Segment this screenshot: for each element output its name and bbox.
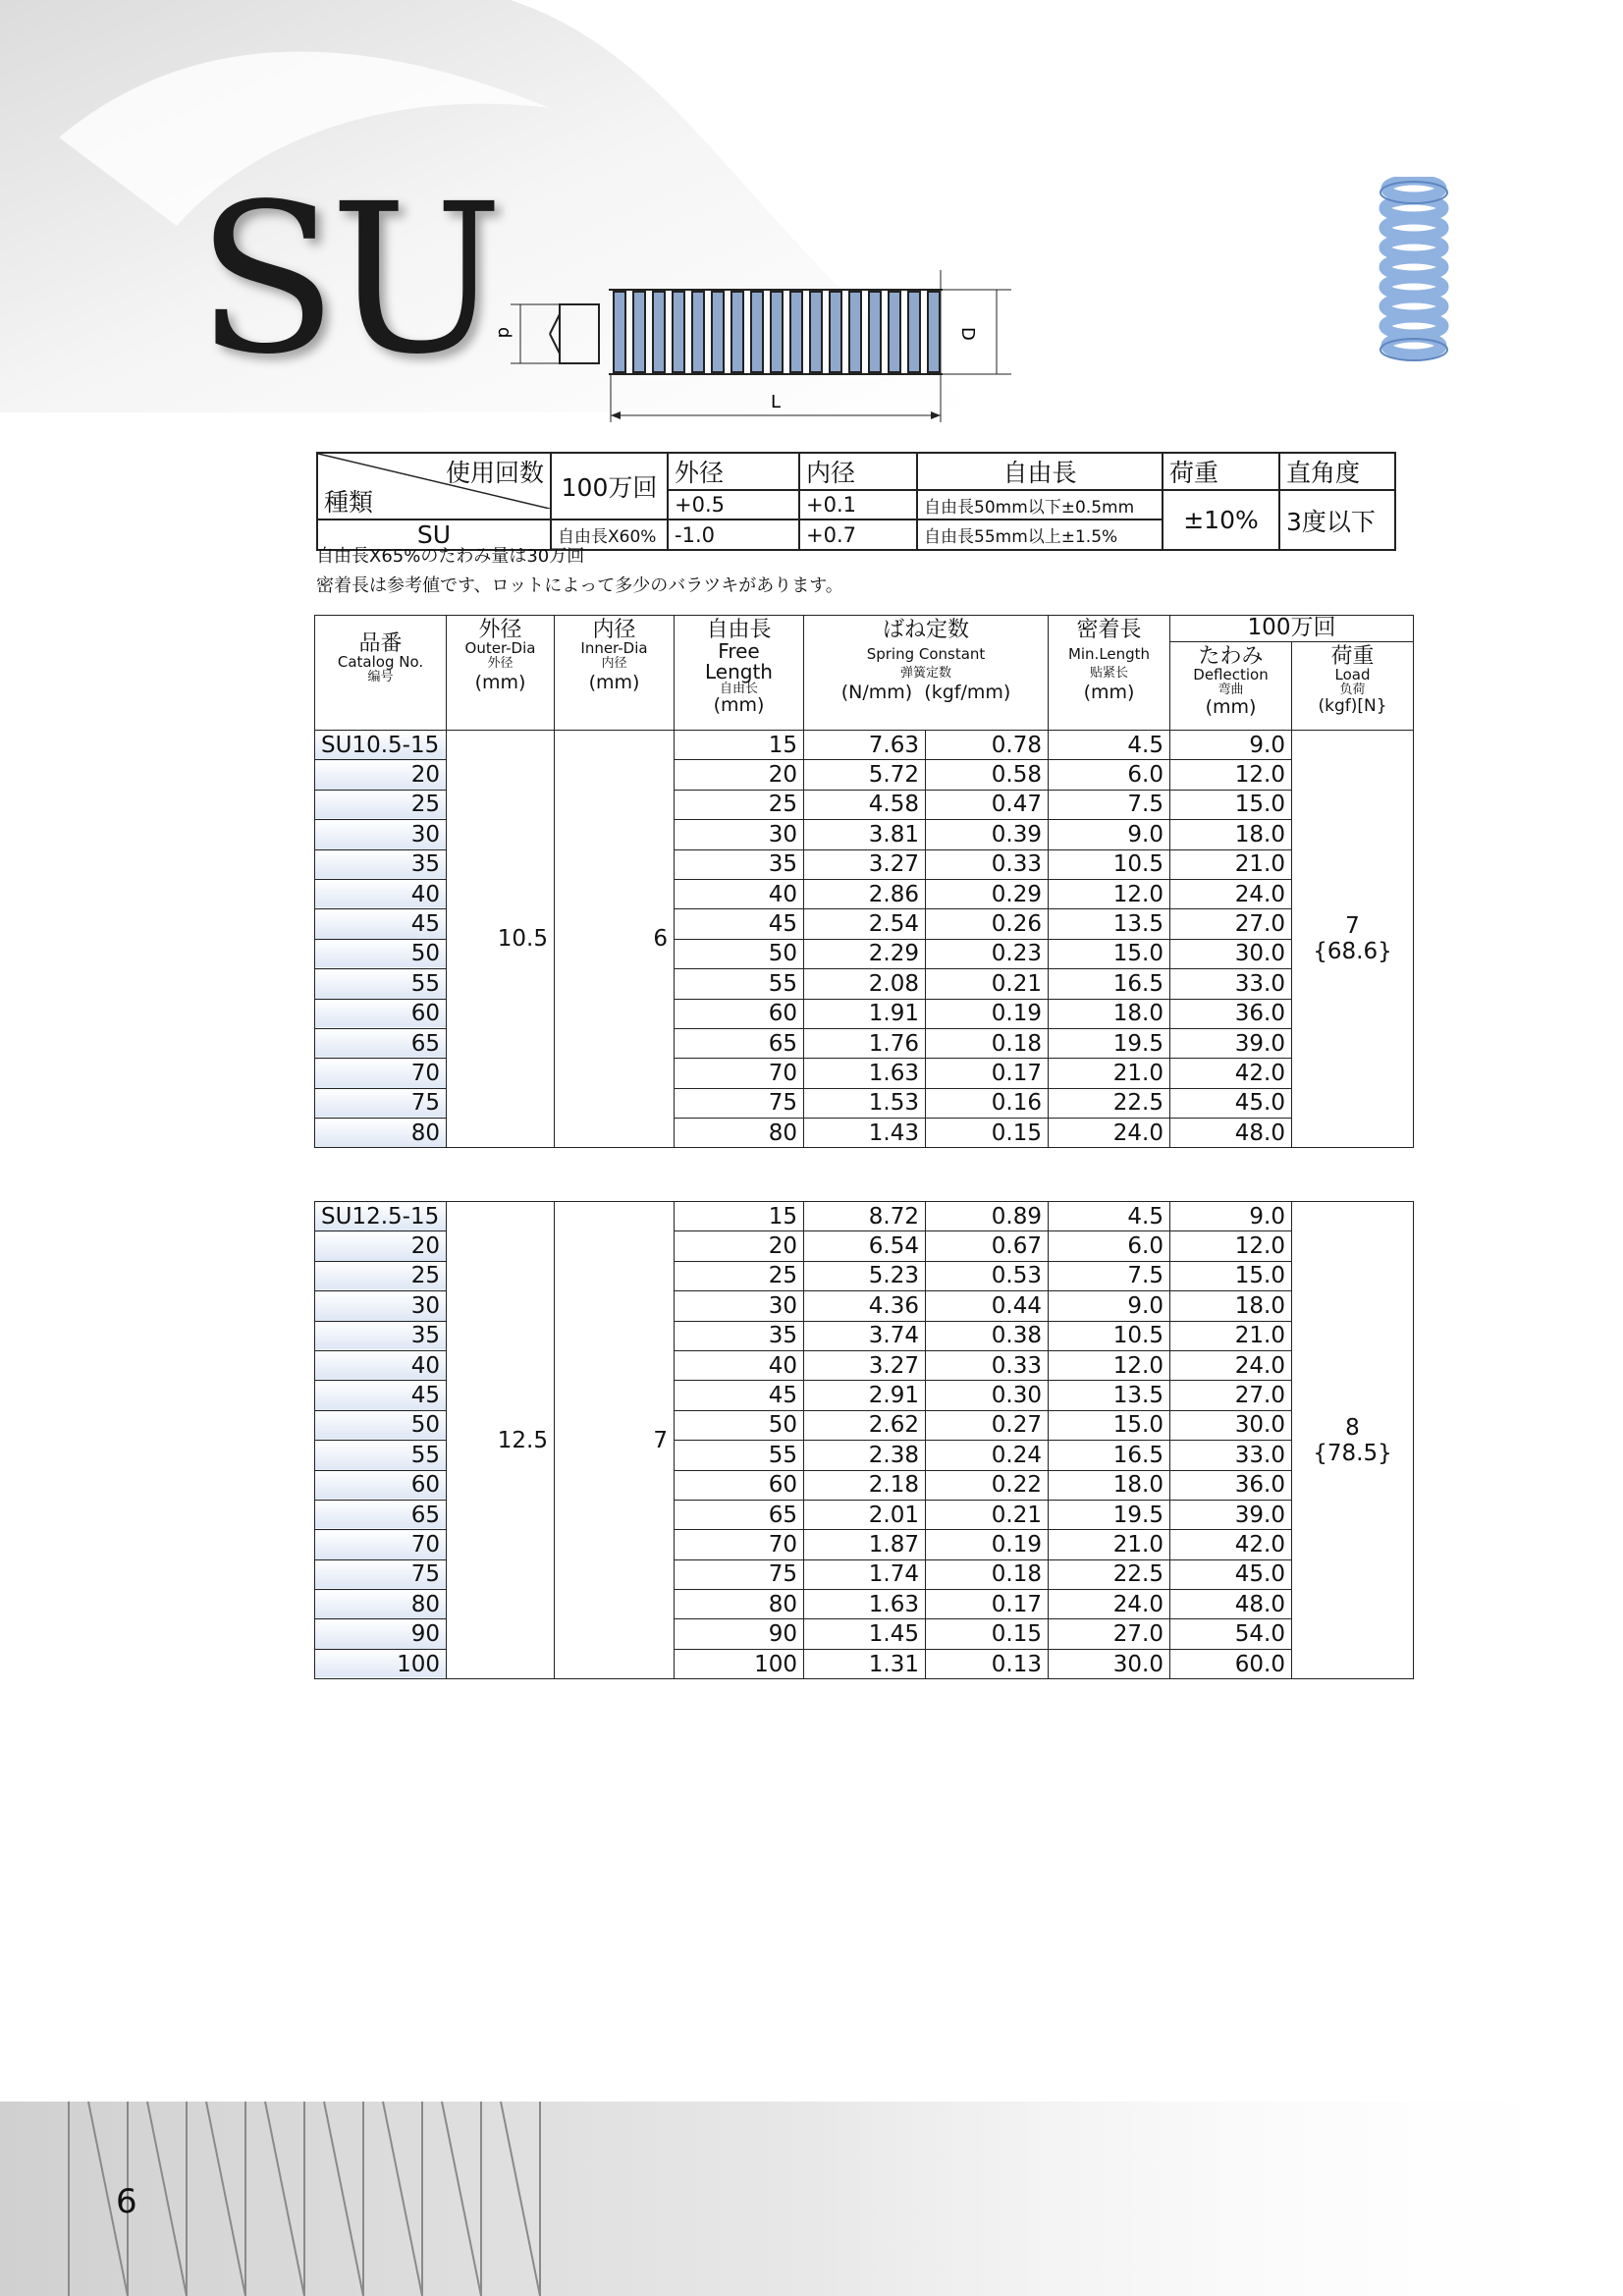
min-length-cell: 10.5 (1049, 849, 1170, 879)
min-length-cell: 24.0 (1049, 1119, 1170, 1148)
deflection-cell: 48.0 (1170, 1590, 1292, 1619)
spec-inner-minus: +0.7 (799, 519, 917, 550)
min-length-cell: 22.5 (1049, 1559, 1170, 1589)
spring-constant-n-cell: 2.91 (804, 1381, 926, 1410)
header-min-length: 密着長 Min.Length 贴紧长 (mm) (1049, 616, 1170, 731)
free-length-cell: 55 (675, 1441, 804, 1470)
catalog-number-cell: 65 (315, 1500, 447, 1529)
deflection-cell: 12.0 (1170, 1231, 1292, 1261)
spring-constant-kgf-cell: 0.18 (926, 1559, 1049, 1589)
deflection-cell: 21.0 (1170, 849, 1292, 879)
deflection-cell: 39.0 (1170, 1028, 1292, 1058)
catalog-number-cell: 30 (315, 820, 447, 849)
spec-usage-label: 使用回数 (445, 459, 544, 487)
load-n: {78.5} (1313, 1440, 1392, 1466)
outer-dia-cell: 10.5 (447, 731, 555, 1148)
load-kgf: 8 (1345, 1414, 1360, 1441)
deflection-cell: 33.0 (1170, 1441, 1292, 1470)
catalog-number-cell: 45 (315, 1381, 447, 1410)
table-row (315, 1202, 1414, 1231)
min-length-cell: 10.5 (1049, 1321, 1170, 1350)
spring-constant-kgf-cell: 0.47 (926, 790, 1049, 819)
notes (316, 542, 843, 601)
free-length-cell: 30 (675, 820, 804, 849)
spring-constant-kgf-cell: 0.44 (926, 1291, 1049, 1321)
spring-constant-n-cell: 1.63 (804, 1590, 926, 1619)
spring-constant-n-cell: 1.91 (804, 999, 926, 1028)
spring-constant-n-cell: 2.54 (804, 909, 926, 939)
min-length-cell: 7.5 (1049, 1261, 1170, 1290)
spring-constant-n-cell: 2.01 (804, 1500, 926, 1529)
note-line: 自由長X65%のたわみ量は30万回 (316, 546, 585, 567)
free-length-cell: 40 (675, 879, 804, 908)
deflection-cell: 27.0 (1170, 909, 1292, 939)
note-line: 密着長は参考値です、ロットによって多少のバラツキがあります。 (316, 575, 843, 596)
catalog-number-cell: 70 (315, 1530, 447, 1559)
spring-constant-n-cell: 7.63 (804, 731, 926, 760)
free-length-cell: 70 (675, 1530, 804, 1559)
spring-constant-n-cell: 2.86 (804, 879, 926, 908)
spring-constant-kgf-cell: 0.30 (926, 1381, 1049, 1410)
header-deflection: たわみ Deflection 弯曲 (mm) (1170, 642, 1292, 731)
free-length-cell: 20 (675, 760, 804, 790)
spring-constant-kgf-cell: 0.19 (926, 999, 1049, 1028)
min-length-cell: 30.0 (1049, 1649, 1170, 1678)
free-length-cell: 40 (675, 1350, 804, 1380)
spec-cycles: 100万回 (551, 453, 668, 519)
label-D: D (957, 327, 978, 341)
spring-constant-n-cell: 2.38 (804, 1441, 926, 1470)
catalog-number-cell: 60 (315, 999, 447, 1028)
spring-constant-n-cell: 6.54 (804, 1231, 926, 1261)
free-length-cell: 45 (675, 909, 804, 939)
spring-constant-kgf-cell: 0.13 (926, 1649, 1049, 1678)
header-free-length: 自由長 Free Length 自由长 (mm) (675, 616, 804, 731)
free-length-cell: 35 (675, 1321, 804, 1350)
spring-constant-kgf-cell: 0.21 (926, 1500, 1049, 1529)
inner-dia-cell: 6 (555, 731, 675, 1148)
spring-constant-kgf-cell: 0.58 (926, 760, 1049, 790)
catalog-number-cell: 30 (315, 1291, 447, 1321)
deflection-cell: 9.0 (1170, 731, 1292, 760)
spec-type-label: 種類 (324, 488, 374, 517)
free-length-cell: 30 (675, 1291, 804, 1321)
deflection-cell: 60.0 (1170, 1649, 1292, 1678)
min-length-cell: 15.0 (1049, 939, 1170, 968)
spring-constant-n-cell: 1.31 (804, 1649, 926, 1678)
min-length-cell: 19.5 (1049, 1028, 1170, 1058)
catalog-number-cell: 35 (315, 1321, 447, 1350)
spring-constant-n-cell: 4.36 (804, 1291, 926, 1321)
spring-constant-kgf-cell: 0.33 (926, 1350, 1049, 1380)
deflection-cell: 36.0 (1170, 1470, 1292, 1500)
free-length-cell: 15 (675, 1202, 804, 1231)
spring-table-10-5 (314, 615, 1414, 1148)
free-length-cell: 45 (675, 1381, 804, 1410)
deflection-cell: 15.0 (1170, 790, 1292, 819)
spring-constant-kgf-cell: 0.17 (926, 1590, 1049, 1619)
spring-constant-kgf-cell: 0.17 (926, 1059, 1049, 1088)
deflection-cell: 21.0 (1170, 1321, 1292, 1350)
spring-constant-kgf-cell: 0.29 (926, 879, 1049, 908)
spring-constant-kgf-cell: 0.22 (926, 1470, 1049, 1500)
min-length-cell: 4.5 (1049, 731, 1170, 760)
inner-dia-cell: 7 (555, 1202, 675, 1679)
free-length-cell: 100 (675, 1649, 804, 1678)
spring-constant-n-cell: 3.74 (804, 1321, 926, 1350)
deflection-cell: 30.0 (1170, 939, 1292, 968)
deflection-cell: 36.0 (1170, 999, 1292, 1028)
catalog-number-cell: 65 (315, 1028, 447, 1058)
spring-constant-kgf-cell: 0.38 (926, 1321, 1049, 1350)
min-length-cell: 9.0 (1049, 1291, 1170, 1321)
min-length-cell: 21.0 (1049, 1530, 1170, 1559)
min-length-cell: 6.0 (1049, 1231, 1170, 1261)
catalog-number-cell: 40 (315, 879, 447, 908)
deflection-cell: 27.0 (1170, 1381, 1292, 1410)
free-length-cell: 75 (675, 1559, 804, 1589)
catalog-number-cell: 90 (315, 1619, 447, 1649)
free-length-cell: 20 (675, 1231, 804, 1261)
header-unit-kgfmm: (kgf/mm) (924, 682, 1011, 704)
spring-constant-n-cell: 3.81 (804, 820, 926, 849)
spring-constant-n-cell: 2.62 (804, 1410, 926, 1440)
spring-icon (1370, 177, 1458, 373)
spec-col-load: 荷重 (1163, 453, 1279, 490)
spring-constant-n-cell: 4.58 (804, 790, 926, 819)
min-length-cell: 13.5 (1049, 1381, 1170, 1410)
spec-col-free: 自由長 (917, 453, 1163, 490)
deflection-cell: 45.0 (1170, 1559, 1292, 1589)
label-L: L (771, 392, 782, 412)
deflection-cell: 48.0 (1170, 1119, 1292, 1148)
spec-free-1: 自由長50mm以下±0.5mm (917, 490, 1163, 519)
load-kgf: 7 (1345, 913, 1360, 940)
min-length-cell: 18.0 (1049, 1470, 1170, 1500)
label-d: d (494, 327, 514, 339)
page-number: 6 (116, 2182, 137, 2221)
spring-constant-kgf-cell: 0.23 (926, 939, 1049, 968)
catalog-number-cell: 75 (315, 1088, 447, 1118)
page-title: SU (196, 159, 496, 400)
load-cell (1292, 731, 1414, 1148)
spring-constant-kgf-cell: 0.78 (926, 731, 1049, 760)
deflection-cell: 24.0 (1170, 879, 1292, 908)
spring-constant-n-cell: 2.08 (804, 969, 926, 999)
free-length-cell: 55 (675, 969, 804, 999)
deflection-cell: 39.0 (1170, 1500, 1292, 1529)
catalog-number-cell: 25 (315, 1261, 447, 1290)
deflection-cell: 42.0 (1170, 1059, 1292, 1088)
catalog-number-cell: 55 (315, 1441, 447, 1470)
catalog-number-cell: SU10.5-15 (315, 731, 447, 760)
spring-constant-n-cell: 1.76 (804, 1028, 926, 1058)
spec-diagonal-header (317, 453, 551, 519)
deflection-cell: 45.0 (1170, 1088, 1292, 1118)
spec-outer-minus: -1.0 (668, 519, 799, 550)
load-cell (1292, 1202, 1414, 1679)
free-length-cell: 65 (675, 1500, 804, 1529)
free-length-cell: 25 (675, 1261, 804, 1290)
spring-constant-n-cell: 8.72 (804, 1202, 926, 1231)
deflection-cell: 24.0 (1170, 1350, 1292, 1380)
deflection-cell: 9.0 (1170, 1202, 1292, 1231)
spec-col-perp: 直角度 (1279, 453, 1395, 490)
free-length-cell: 70 (675, 1059, 804, 1088)
min-length-cell: 27.0 (1049, 1619, 1170, 1649)
catalog-number-cell: 55 (315, 969, 447, 999)
header-unit-nmm: (N/mm) (840, 682, 913, 704)
min-length-cell: 16.5 (1049, 1441, 1170, 1470)
table-row (315, 731, 1414, 760)
spring-constant-n-cell: 3.27 (804, 849, 926, 879)
spring-constant-n-cell: 1.43 (804, 1119, 926, 1148)
spec-load: ±10% (1163, 490, 1279, 550)
spring-constant-kgf-cell: 0.89 (926, 1202, 1049, 1231)
spring-constant-kgf-cell: 0.15 (926, 1619, 1049, 1649)
deflection-cell: 18.0 (1170, 820, 1292, 849)
min-length-cell: 16.5 (1049, 969, 1170, 999)
header-cycles: 100万回 (1170, 616, 1414, 642)
catalog-number-cell: 45 (315, 909, 447, 939)
catalog-number-cell: 60 (315, 1470, 447, 1500)
min-length-cell: 12.0 (1049, 879, 1170, 908)
min-length-cell: 13.5 (1049, 909, 1170, 939)
free-length-cell: 25 (675, 790, 804, 819)
catalog-number-cell: 40 (315, 1350, 447, 1380)
spring-constant-kgf-cell: 0.67 (926, 1231, 1049, 1261)
header-load: 荷重 Load 负荷 (kgf)[N} (1292, 642, 1414, 731)
catalog-number-cell: 50 (315, 1410, 447, 1440)
spec-cycles-value: 自由長X60% (551, 519, 668, 550)
spring-constant-n-cell: 1.45 (804, 1619, 926, 1649)
tolerance-spec-table (316, 452, 1396, 551)
deflection-cell: 12.0 (1170, 760, 1292, 790)
min-length-cell: 9.0 (1049, 820, 1170, 849)
catalog-number-cell: 80 (315, 1590, 447, 1619)
deflection-cell: 54.0 (1170, 1619, 1292, 1649)
catalog-number-cell: 50 (315, 939, 447, 968)
spec-free-2: 自由長55mm以上±1.5% (917, 519, 1163, 550)
footer-spring-decoration (0, 2082, 1623, 2296)
header-inner: 内径 Inner-Dia 内径 (mm) (555, 616, 675, 731)
spring-constant-kgf-cell: 0.24 (926, 1441, 1049, 1470)
catalog-number-cell: 20 (315, 1231, 447, 1261)
spring-constant-kgf-cell: 0.19 (926, 1530, 1049, 1559)
catalog-number-cell: 70 (315, 1059, 447, 1088)
deflection-cell: 15.0 (1170, 1261, 1292, 1290)
deflection-cell: 33.0 (1170, 969, 1292, 999)
min-length-cell: 19.5 (1049, 1500, 1170, 1529)
min-length-cell: 4.5 (1049, 1202, 1170, 1231)
spring-constant-kgf-cell: 0.16 (926, 1088, 1049, 1118)
spring-constant-kgf-cell: 0.39 (926, 820, 1049, 849)
free-length-cell: 50 (675, 939, 804, 968)
spec-col-inner: 内径 (799, 453, 917, 490)
catalog-number-cell: 75 (315, 1559, 447, 1589)
min-length-cell: 22.5 (1049, 1088, 1170, 1118)
spec-inner-plus: +0.1 (799, 490, 917, 519)
spec-col-outer: 外径 (668, 453, 799, 490)
spec-perp: 3度以下 (1279, 490, 1395, 550)
spring-constant-kgf-cell: 0.27 (926, 1410, 1049, 1440)
catalog-number-cell: 25 (315, 790, 447, 819)
spring-constant-kgf-cell: 0.26 (926, 909, 1049, 939)
free-length-cell: 65 (675, 1028, 804, 1058)
min-length-cell: 18.0 (1049, 999, 1170, 1028)
spring-constant-n-cell: 3.27 (804, 1350, 926, 1380)
free-length-cell: 15 (675, 731, 804, 760)
spring-constant-n-cell: 1.63 (804, 1059, 926, 1088)
catalog-number-cell: SU12.5-15 (315, 1202, 447, 1231)
load-n: {68.6} (1313, 939, 1392, 965)
outer-dia-cell: 12.5 (447, 1202, 555, 1679)
spring-table-12-5 (314, 1201, 1414, 1679)
catalog-number-cell: 35 (315, 849, 447, 879)
min-length-cell: 15.0 (1049, 1410, 1170, 1440)
header-catalog: 品番 Catalog No. 编号 (315, 616, 447, 731)
deflection-cell: 30.0 (1170, 1410, 1292, 1440)
header-spring-constant: ばね定数 Spring Constant 弹簧定数 (N/mm) (kgf/mm) (804, 616, 1049, 731)
free-length-cell: 80 (675, 1119, 804, 1148)
free-length-cell: 50 (675, 1410, 804, 1440)
spring-constant-n-cell: 2.18 (804, 1470, 926, 1500)
spring-constant-n-cell: 1.74 (804, 1559, 926, 1589)
catalog-number-cell: 100 (315, 1649, 447, 1678)
min-length-cell: 12.0 (1049, 1350, 1170, 1380)
spring-constant-kgf-cell: 0.18 (926, 1028, 1049, 1058)
free-length-cell: 60 (675, 999, 804, 1028)
spring-constant-kgf-cell: 0.53 (926, 1261, 1049, 1290)
spring-constant-n-cell: 2.29 (804, 939, 926, 968)
spring-constant-kgf-cell: 0.33 (926, 849, 1049, 879)
spring-constant-n-cell: 1.53 (804, 1088, 926, 1118)
spring-constant-n-cell: 5.23 (804, 1261, 926, 1290)
catalog-number-cell: 80 (315, 1119, 447, 1148)
deflection-cell: 42.0 (1170, 1530, 1292, 1559)
free-length-cell: 90 (675, 1619, 804, 1649)
spring-constant-n-cell: 1.87 (804, 1530, 926, 1559)
spring-dimension-drawing (491, 260, 1021, 432)
free-length-cell: 35 (675, 849, 804, 879)
min-length-cell: 21.0 (1049, 1059, 1170, 1088)
spring-constant-kgf-cell: 0.21 (926, 969, 1049, 999)
catalog-number-cell: 20 (315, 760, 447, 790)
min-length-cell: 6.0 (1049, 760, 1170, 790)
header-outer: 外径 Outer-Dia 外径 (mm) (447, 616, 555, 731)
min-length-cell: 24.0 (1049, 1590, 1170, 1619)
deflection-cell: 18.0 (1170, 1291, 1292, 1321)
spring-constant-kgf-cell: 0.15 (926, 1119, 1049, 1148)
spring-constant-n-cell: 5.72 (804, 760, 926, 790)
spec-type: SU (317, 519, 551, 550)
spec-outer-plus: +0.5 (668, 490, 799, 519)
min-length-cell: 7.5 (1049, 790, 1170, 819)
free-length-cell: 60 (675, 1470, 804, 1500)
free-length-cell: 80 (675, 1590, 804, 1619)
free-length-cell: 75 (675, 1088, 804, 1118)
